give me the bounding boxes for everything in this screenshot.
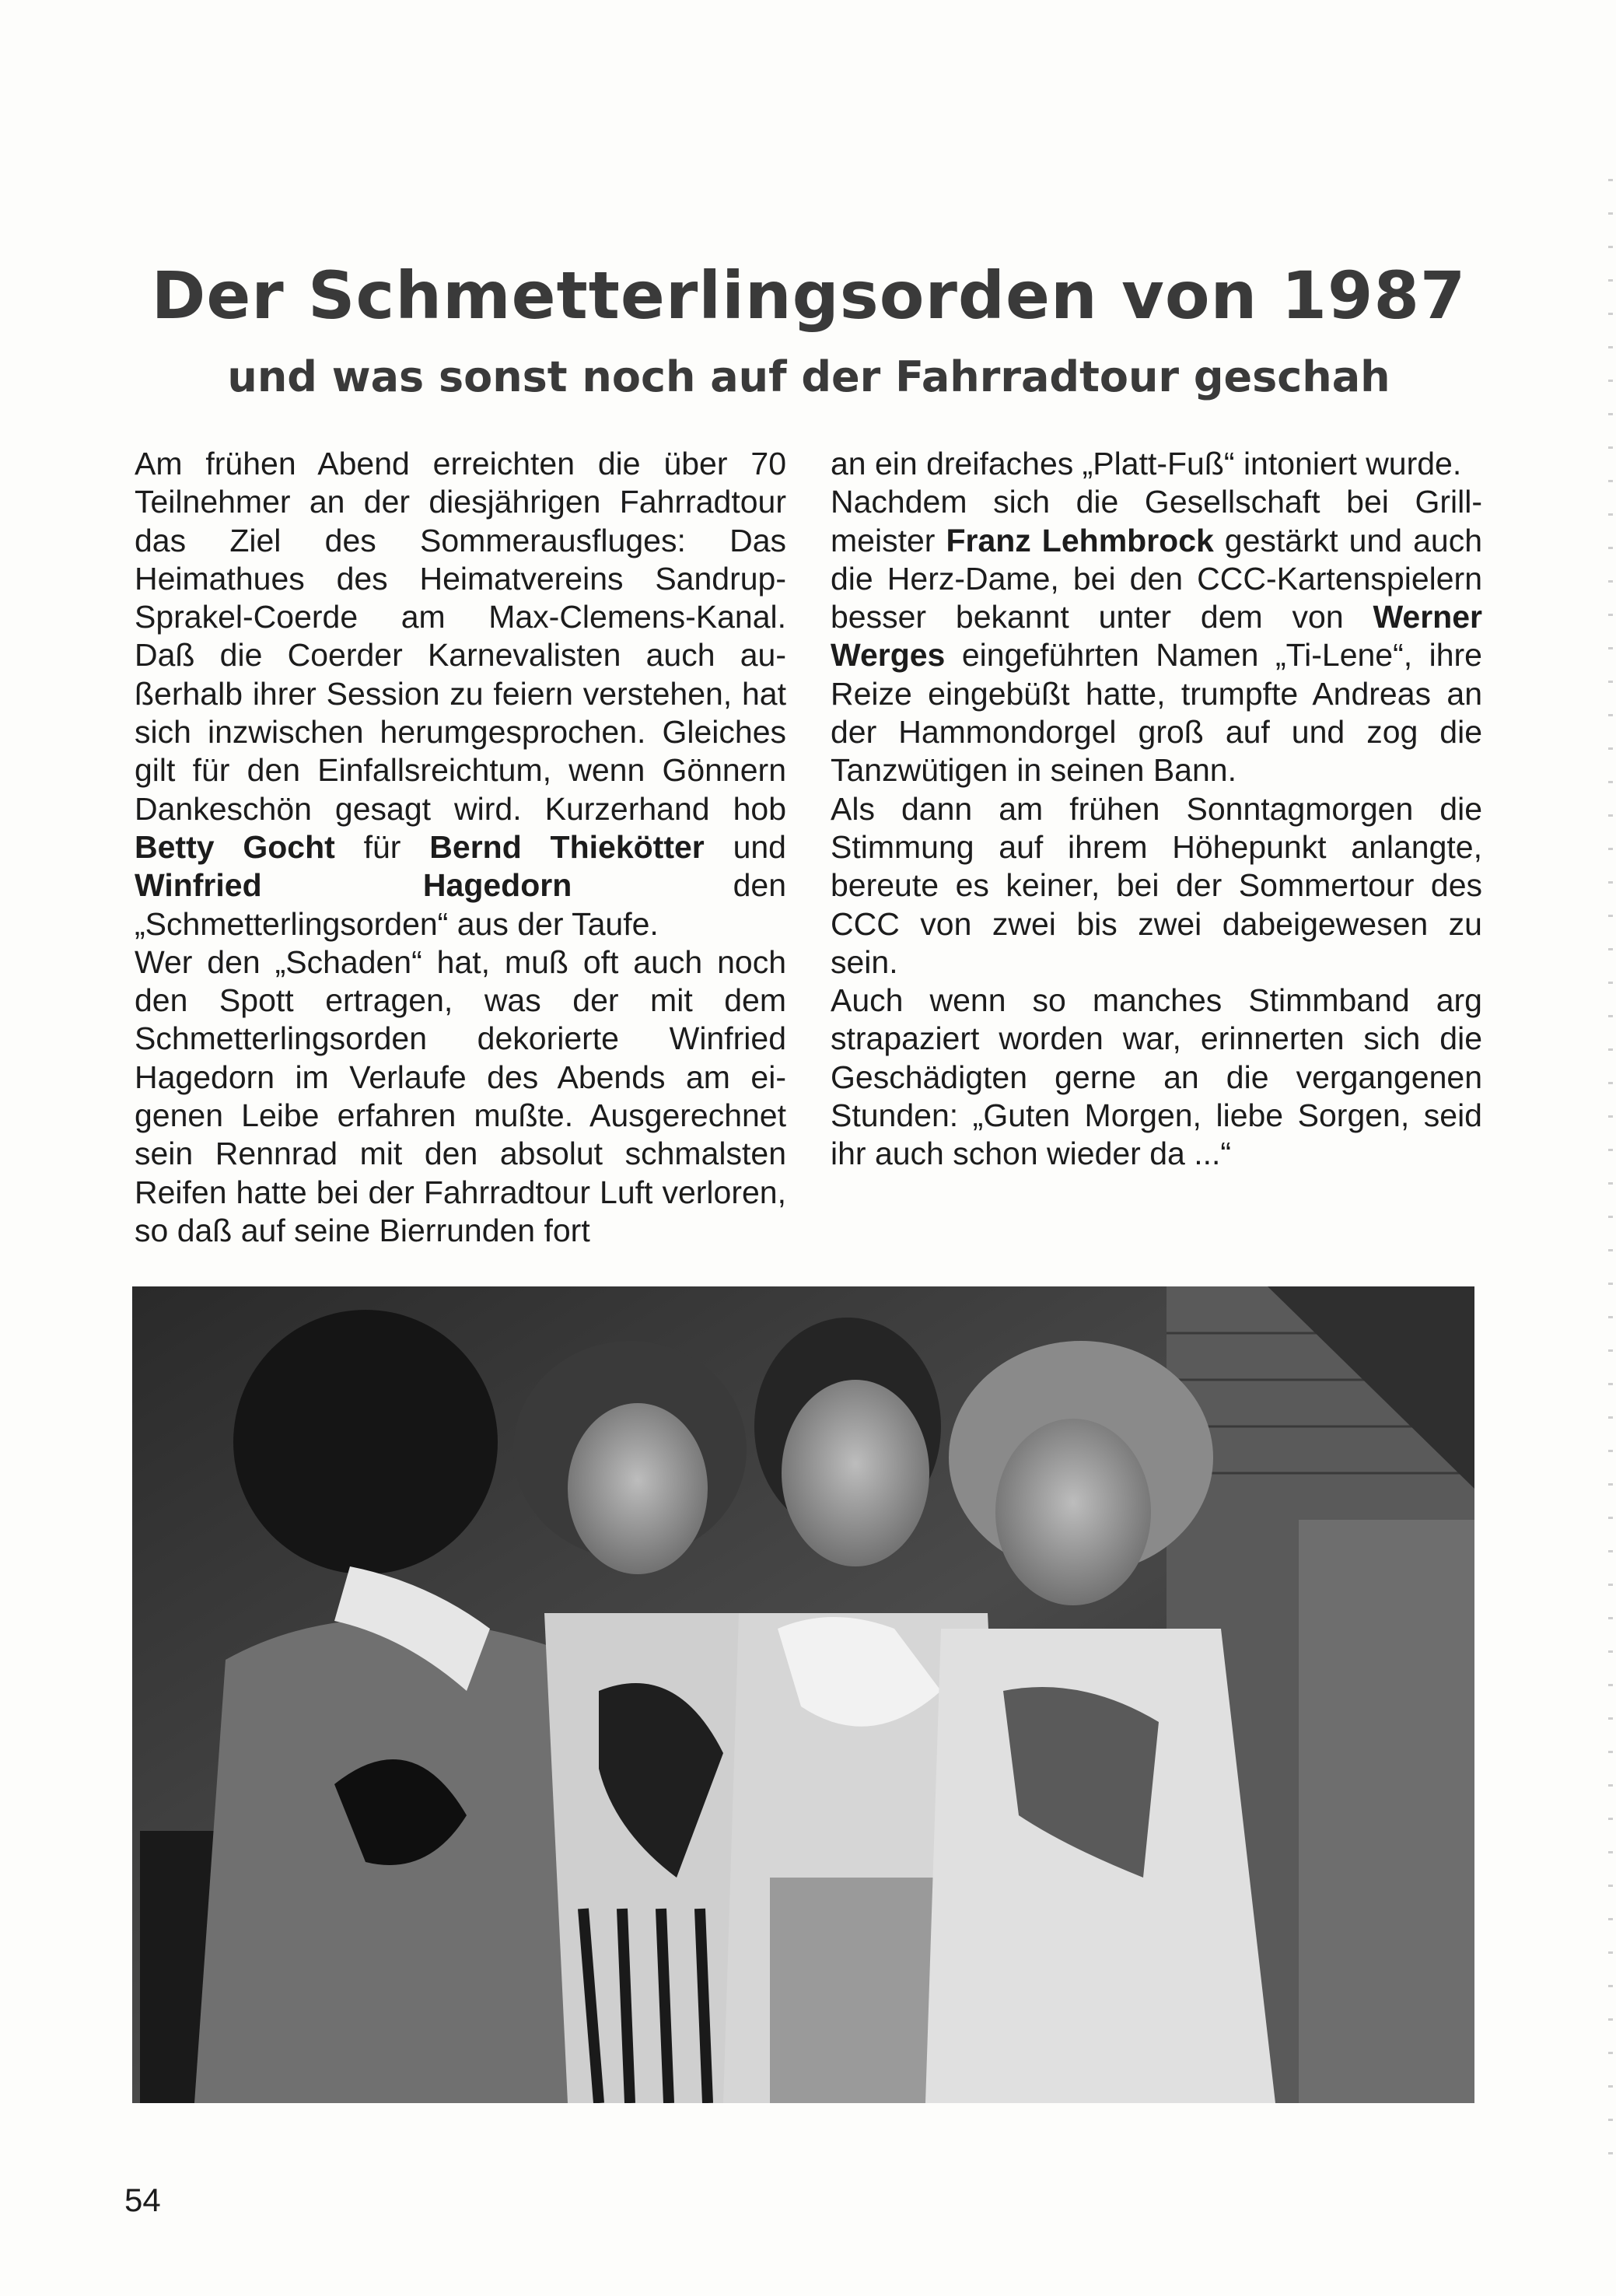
paragraph (831, 483, 1482, 789)
page-number: 54 (124, 2182, 161, 2218)
paragraph (135, 445, 786, 943)
group-photo (132, 1286, 1474, 2103)
paragraph: Wer den „Schaden“ hat, muß oft auch noch den Spott ertragen, was der mit dem Schmetterlingsorden dekorierte Winfried Hagedorn im Verlaufe des Abends am eigenen Leibe erfahren mußte. Ausgerechnet sein Rennrad mit den absolut schmalsten Reifen hatte bei der Fahrradtour Luft verloren, so daß auf seine Bierrunden fort (135, 943, 786, 1248)
paragraph: Auch wenn so manches Stimmband arg strapaziert worden war, erinnerten sich die Geschädigten gerne an die vergangenen Stunden: „Guten Morgen, liebe Sorgen, seid ihr auch schon wieder da ...“ (831, 982, 1482, 1172)
article-subtitle: und was sonst noch auf der Fahrradtour geschah (227, 352, 1390, 401)
person-name: Werner Werges (831, 599, 1482, 674)
person-name: Betty Gocht (135, 828, 335, 865)
paragraph: an ein dreifaches „Platt-Fuß“ intoniert wurde. (831, 446, 1462, 481)
paragraph-text: gestärkt und auch die Herz-Dame, bei den CCC-Kartenspielern besser bekannt unter dem von (831, 522, 1482, 635)
person-name: Winfried Hagedorn (135, 867, 572, 904)
group-photo-icon (132, 1286, 1474, 2103)
person-name: Franz Lehmbrock (946, 522, 1214, 558)
paragraph-text: Nachdem sich die Gesellschaft bei Grillmeister (831, 484, 1482, 558)
paragraph-text: Am frühen Abend erreichten die über 70 Teilnehmer an der diesjährigen Fahrradtour das Ziel des Sommerausfluges: Das Heimathues des Heimatvereins Sandrup-Sprakel-Coerde am Max-Clemens-Kanal. Daß die Coerder Karnevalisten auch außerhalb ihrer Session zu feiern verstehen, hat sich inzwischen herumgesprochen. Gleiches gilt für den Einfallsreichtum, wenn Gönnern Dankeschön gesagt wird. Kurzerhand hob (135, 446, 786, 827)
paragraph: Als dann am frühen Sonntagmorgen die Stimmung auf ihrem Höhepunkt anlangte, bereute es keiner, bei der Sommertour des CCC von zwei bis zwei dabeigewesen zu sein. (831, 790, 1482, 980)
text-column-right (831, 445, 1482, 1174)
paragraph-text: den „Schmetterlingsorden“ aus der Taufe. (135, 867, 786, 942)
paragraph-text: eingeführten Namen „Ti-Lene“, ihre Reize eingebüßt hatte, trumpfte Andreas an der Hammondorgel groß auf und zog die Tanzwütigen in seinen Bann. (831, 637, 1482, 789)
paragraph-text: und (704, 828, 786, 865)
scan-edge-decoration (1608, 148, 1613, 2186)
article-title: Der Schmetterlingsorden von 1987 (151, 257, 1467, 334)
text-column-left (135, 445, 786, 1250)
person-name: Bernd Thiekötter (429, 828, 705, 865)
paragraph-text: für (334, 828, 430, 865)
